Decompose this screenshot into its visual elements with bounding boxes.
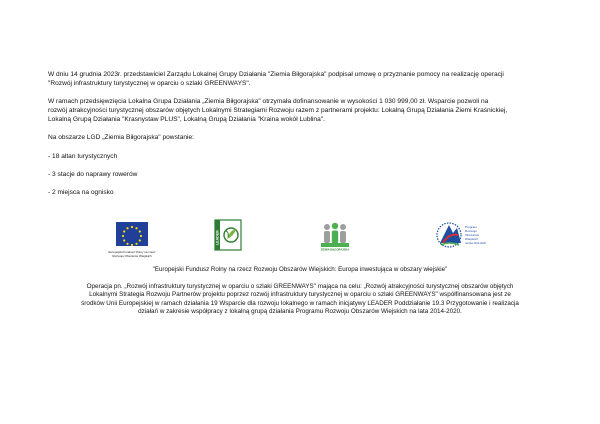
eu-flag-logo xyxy=(108,220,156,264)
prow-logo-text-4: Wiejskich xyxy=(465,237,479,241)
leader-logo-text: LEADER xyxy=(215,230,220,245)
footer-line-1: Operacja pn. „Rozwój infrastruktury turystycznej w oparciu o szlaki GREENWAYS" mająca na celu: „Rozwój atrakcyjności turystycznej obszarów objętych xyxy=(86,283,514,290)
paragraph-intro-list: Na obszarze LGD „Ziemia Biłgorajska" powstanie: xyxy=(48,134,194,141)
list-item-campfire: - 2 miejsca na ognisko xyxy=(48,189,114,196)
list-item-gazebos: - 18 altan turystycznych xyxy=(48,153,118,160)
footer-line-4: działań w zakresie współpracy z lokalną grupą działania Programu Rozwoju Obszarów Wiejskich na lata 2014-2020. xyxy=(138,307,462,315)
paragraph-funding-line2: rozwój atrakcyjności turystycznej obszarów objętych Lokalnymi Strategiami Rozwoju razem z partnerami projektu: Lokalną Grupą Działania Ziemi Kraśnickiej, xyxy=(48,107,508,114)
paragraph-agreement-line1: W dniu 14 grudnia 2023r. przedstawiciel Zarządu Lokalnej Grupy Działania "Ziemia Biłgorajska" podpisał umowę o przyznanie pomocy na realizację operacji xyxy=(48,71,504,78)
eu-logo-text-2: Rozwoju Obszarów Wiejskich xyxy=(112,254,152,258)
paragraph-funding-line1: W ramach przedsięwzięcia Lokalna Grupa Działania „Ziemia Biłgorajska" otrzymała dofinansowanie w wysokości 1 030 999,00 zł. Wsparcie pozwoli na xyxy=(48,98,489,105)
funding-caption: "Europejski Fundusz Rolny na rzecz Rozwoju Obszarów Wiejskich: Europa inwestująca w obszary wiejskie" xyxy=(152,266,448,273)
lgd-ziemia-bilgorajska-logo xyxy=(318,222,352,252)
footer-line-2: Lokalnymi Strategia Rozwoju Partnerów projektu poprzez rozwój infrastruktury turystycznej w oparciu o szlaki GREENWAYS" współfinansowana jest ze xyxy=(89,291,511,299)
prow-logo-text-3: Obszarów xyxy=(465,233,479,237)
operation-footer xyxy=(60,283,540,316)
prow-logo xyxy=(434,219,490,253)
lgd-logo-text: ZIEMIA BIŁGORAJSKA xyxy=(320,248,350,252)
logo-strip xyxy=(0,216,600,264)
eu-logo-text-1: Europejski Fundusz Rolny na rzecz xyxy=(108,250,156,254)
paragraph-funding-line3: Lokalną Grupą Działania "Krasnystaw PLUS", Lokalną Grupą Działania "Kraina wokół Lublina". xyxy=(48,116,325,123)
prow-logo-text-2: Rozwoju xyxy=(465,229,477,233)
prow-logo-text-1: Program xyxy=(465,225,477,229)
prow-logo-text-5: na lata 2014-2020 xyxy=(465,242,486,245)
leader-logo xyxy=(214,219,242,251)
paragraph-agreement-line2: "Rozwój infrastruktury turystycznej w oparciu o szlaki GREENWAYS". xyxy=(48,80,251,87)
footer-line-3: środków Unii Europejskiej w ramach działania 19 Wsparcie dla rozwoju lokalnego w ramach inicjatywy LEADER Poddziałanie 19.3 Przygotowanie i realizacja xyxy=(81,299,519,307)
list-item-bike-stations: - 3 stacje do naprawy rowerów xyxy=(48,171,138,178)
